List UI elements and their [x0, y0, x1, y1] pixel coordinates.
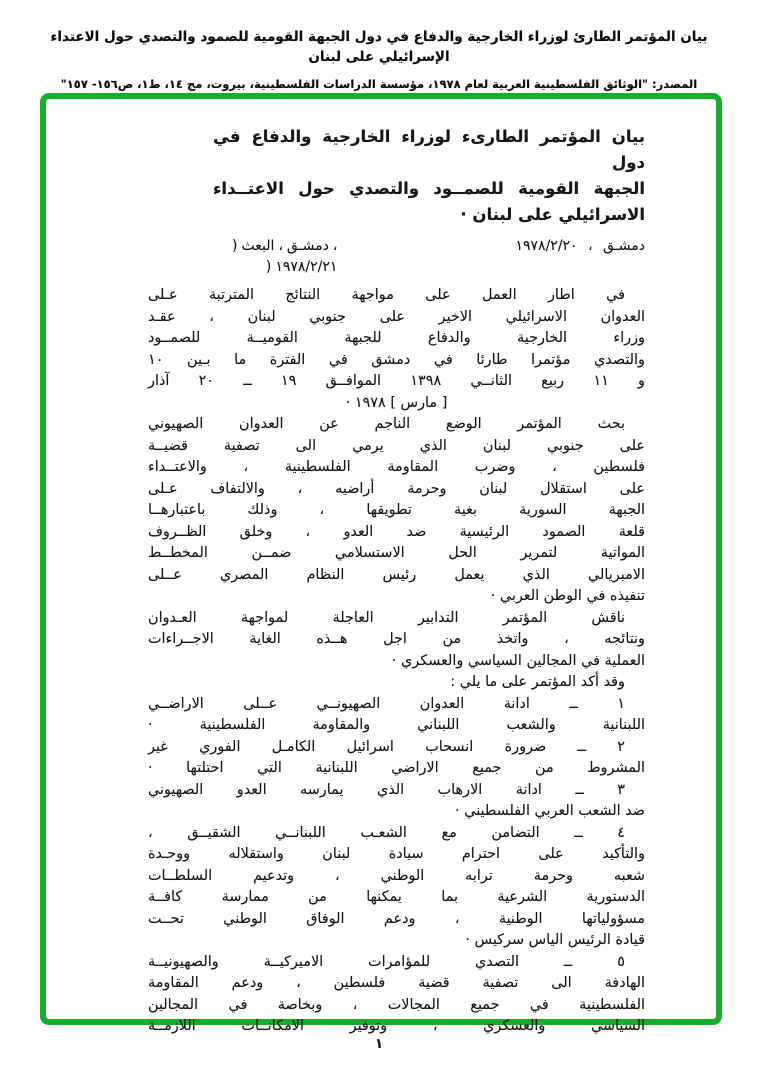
body-line: الجبهة السورية بغية تطويقها ، وذلك باعتبارهــا: [148, 502, 645, 518]
dateline-token: ،: [278, 238, 283, 254]
body-line: ناقش المؤتمر التدابير العاجلة لمواجهة العـدوان: [148, 609, 625, 626]
body-line: الامبريالي الذي يعمل رئيس النظام المصري عــلى: [148, 566, 645, 583]
body-line: الفلسطينية في جميع المجالات ، وبخاصة في المجالين: [148, 996, 645, 1013]
paragraph: [148, 285, 645, 414]
paragraph: [148, 672, 645, 694]
body-line: والتصدي مؤتمرا طارئا في دمشق في الفترة ما بـين ١٠: [148, 351, 645, 368]
body-line: والتأكيد على احترام سيادة لبنان واستقلاله ووحـدة: [148, 846, 645, 862]
page-caption: [16, 27, 742, 93]
dateline-token: البعث: [241, 238, 275, 254]
body-line: فلسطين ، وضرب المقاومة الفلسطينية ، والاعتــداء: [148, 459, 645, 475]
caption-title: بيان المؤتمر الطارئ لوزراء الخارجية والدفاع في دول الجبهة القومية للصمود والتصدي حول الاعتداء الإسرائيلي على لبنان: [50, 29, 708, 65]
body-line: في اطار العمل على مواجهة النتائج المترتبة عـلى: [148, 287, 625, 303]
body-line: الهادفة الى تصفية قضية فلسطين ، ودعم المقاومة: [148, 975, 645, 991]
paragraph: [148, 737, 645, 780]
caption-source: المصدر: "الوثائق الفلسطينية العربية لعام ١٩٧٨، مؤسسة الدراسات الفلسطينية، بيروت، مج ١٤، ط١، ص١٥٦- ١٥٧": [60, 77, 698, 91]
body-line: على استقلال لبنان وحرمة أراضيه ، والالتفاف عـلى: [148, 480, 645, 497]
body-line: اللبنانية والشعب اللبناني والمقاومة الفلسطينية ·: [148, 717, 645, 733]
body-line: ونتائجه ، واتخذ من اجل هــذه الغاية الاجــراءات: [148, 631, 645, 647]
dateline-citation: [230, 236, 339, 278]
body-line: و ١١ ربيع الثانــي ١٣٩٨ الموافــق ١٩ ــ ٢٠ آذار: [148, 373, 645, 389]
body-line: قلعة الصمود الرئيسية ضد العدو ، وخلق الظــروف: [148, 523, 645, 540]
document-body: [148, 285, 645, 1038]
dateline-token: (: [232, 238, 238, 254]
body-line: السياسي والعسكري ، وتوفير الامكانــات اللازمــة: [148, 1018, 645, 1034]
dateline-left-line1: [230, 236, 339, 257]
body-line: العدوان الاسرائيلي الاخير على جنوبي لبنان ، عقـد: [148, 308, 645, 325]
body-line: ١ ــ ادانة العدوان الصهيونــي عــلى الاراضــي: [148, 695, 625, 712]
body-line: شعبه وحرمة ترابه الوطني ، وتدعيم السلطــات: [148, 867, 645, 884]
paragraph: [148, 608, 645, 673]
paragraph: [148, 952, 645, 1038]
body-line: المشروط من جميع الاراضي اللبنانية التي احتلتها ·: [148, 760, 645, 776]
dateline-token: ،: [332, 238, 338, 254]
title-line: الاسرائيلي على لبنان ·: [460, 205, 645, 224]
body-line: ٣ ــ ادانة الارهاب الذي يمارسه العدو الصهيوني: [148, 781, 625, 798]
body-line: ٢ ــ ضرورة انسحاب اسرائيل الكامـل الفوري غير: [148, 738, 625, 755]
paragraph: [148, 694, 645, 737]
title-line: الجبهة القومية للصمــود والتصدي حول الاعتــداء: [213, 179, 645, 198]
body-line: تنفيذه في الوطن العربي ·: [490, 588, 645, 604]
dateline-token: دمشـق: [286, 238, 329, 254]
document-title: [213, 124, 645, 228]
dateline: [148, 236, 645, 278]
body-line: بحث المؤتمر الوضع الناجم عن العدوان الصهيوني: [148, 416, 625, 432]
dateline-token: (: [265, 259, 272, 275]
dateline-left-line2: [230, 257, 339, 278]
dateline-token: ١٩٧٨/٢/٢١: [275, 259, 338, 275]
body-line: ضد الشعب العربي الفلسطيني ·: [455, 803, 645, 819]
body-line: وزراء الخارجية والدفاع للجبهة القوميــة للصمــود: [148, 330, 645, 346]
body-line: الدستورية الشرعية بما يمكنها من ممارسة كافــة: [148, 889, 645, 905]
body-line: ٥ ــ التصدي للمؤامرات الاميركيــة والصهيونيــة: [148, 953, 625, 970]
body-line: المواتية لتمرير الحل الاستسلامي ضمــن المخطــط: [148, 545, 645, 561]
body-line: وقد أكد المؤتمر على ما يلي :: [450, 674, 625, 690]
body-line: قيادة الرئيس الياس سركيس ·: [465, 932, 645, 948]
paragraph: [148, 823, 645, 952]
body-line: [ مارس ] ١٩٧٨ ·: [345, 394, 448, 411]
body-line: العملية في المجالين السياسي والعسكري ·: [391, 652, 645, 669]
body-line: مسؤولياتها الوطنية ، ودعم الوفاق الوطني تحــت: [148, 910, 645, 927]
page-number: ١: [374, 1036, 384, 1052]
document-content: [148, 124, 645, 1038]
paragraph: [148, 780, 645, 823]
body-line: على جنوبي لبنان الذي يرمي الى تصفية قضيــة: [148, 437, 645, 454]
title-line: بيان المؤتمر الطارىء لوزراء الخارجية والدفاع في دول: [213, 127, 645, 172]
body-line: ٤ ــ التضامن مع الشعـب اللبنانــي الشقيــق ،: [148, 824, 625, 841]
paragraph: [148, 414, 645, 608]
dateline-place-date: دمشـق ، ١٩٧٨/٢/٢٠: [515, 238, 645, 254]
